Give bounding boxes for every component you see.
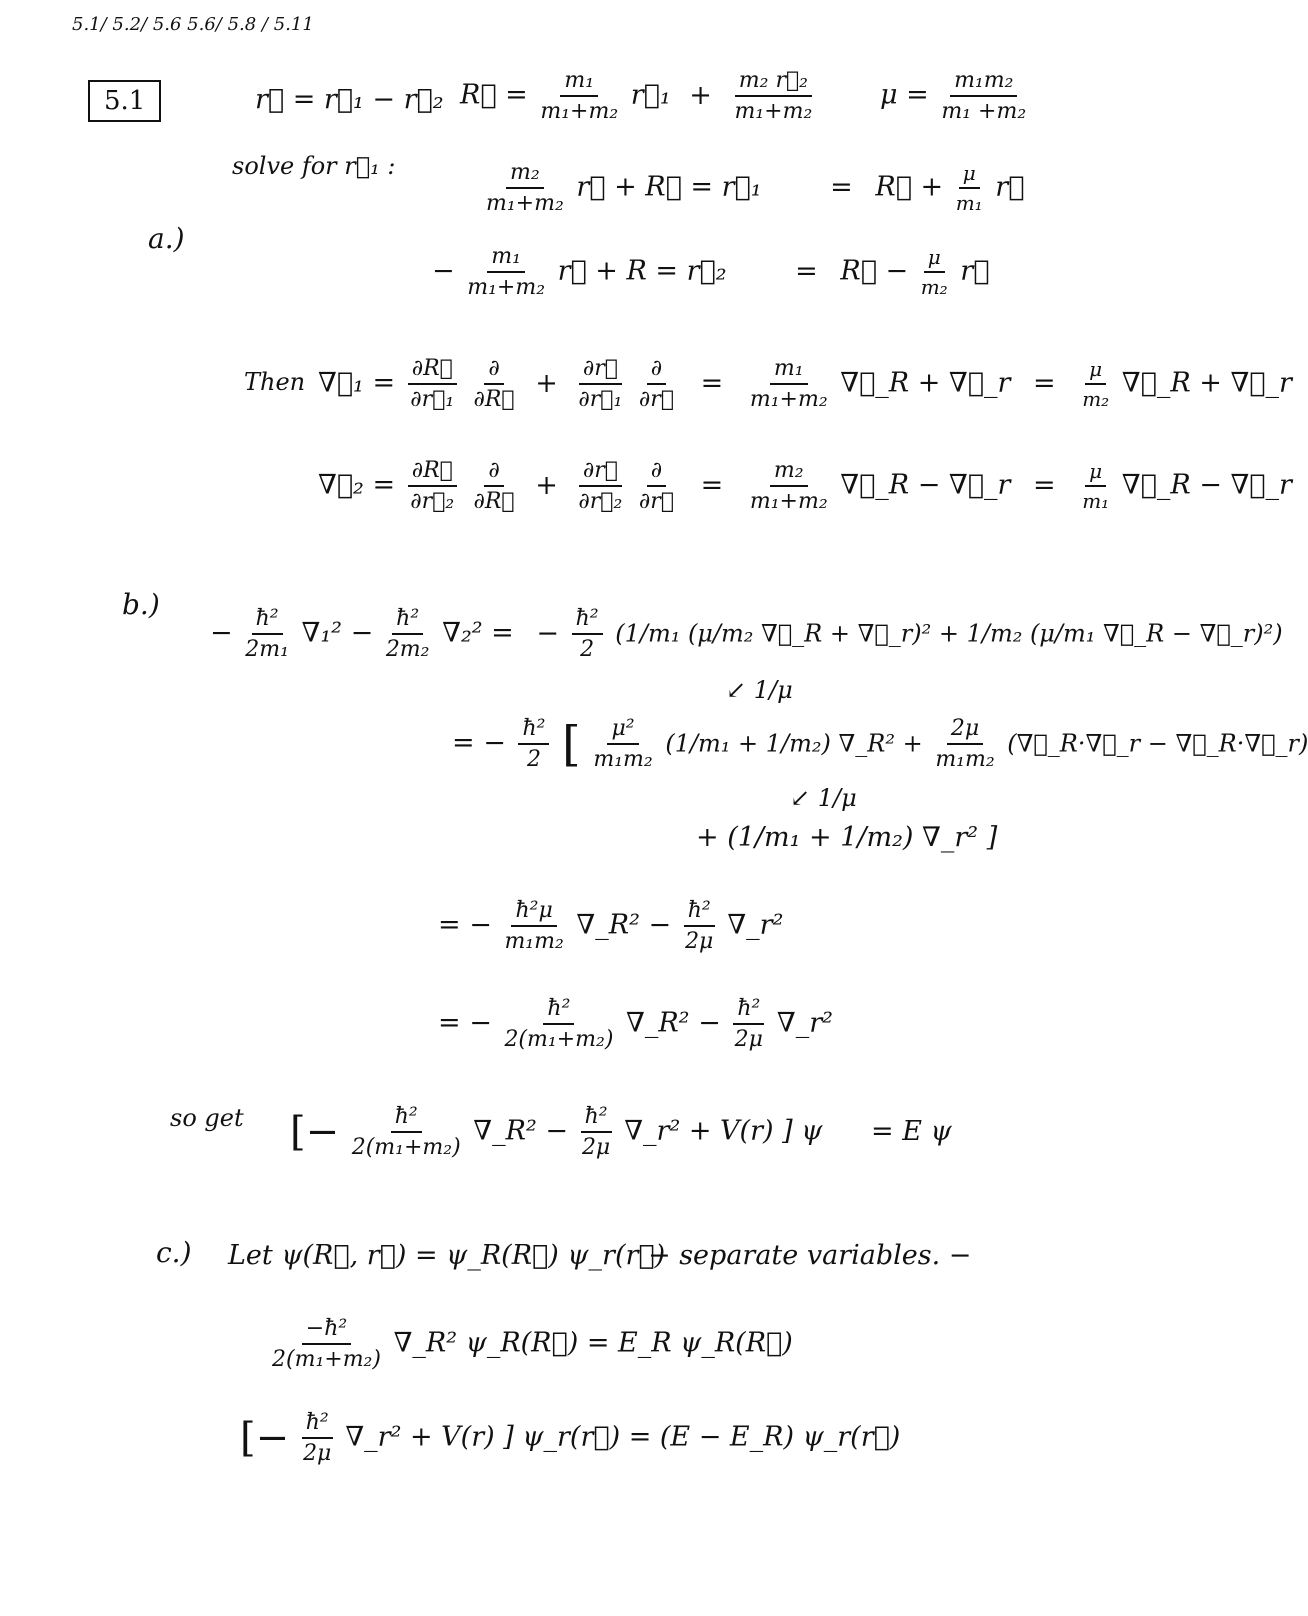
- r2-equation: − $\frac{\text{m₁}}{\text{m₁+m₂}}$ r⃗ + R = r⃗₂ = R⃗ − $\frac{\mu}{\text{m₂}}$ r⃗: [432, 244, 990, 300]
- part-c-label: c.): [156, 1236, 192, 1269]
- schrodinger-equation: [− $\frac{\text{ħ²}}{\text{2(m₁+m₂)}}$ ∇_R² − $\frac{\text{ħ²}}{2\mu}$ ∇_r² + V(r) ] ψ = E ψ: [290, 1104, 952, 1160]
- solve-for-text: solve for r⃗₁ :: [232, 152, 396, 180]
- mu-definition: [880, 68, 1030, 124]
- nabla1-equation: ∇⃗₁ = $\frac{\partial R⃗}{\text{∂r⃗₁}}$ $\frac{\partial}{\partial R⃗}$ + $\frac{\partial r⃗}{\text{∂r⃗₁}}$ $\frac{\partial}{\partial r⃗}$ = $\frac{\text{m₁}}{\text{m₁+m₂}}$ ∇⃗_R + ∇⃗_r = $\frac{\mu}{\text{m₂}}$ ∇⃗_R + ∇⃗_r: [318, 356, 1292, 412]
- center-of-mass-equation: $\frac{\text{−ħ²}}{\text{2(m₁+m₂)}}$ ∇_R² ψ_R(R⃗) = E_R ψ_R(R⃗): [272, 1316, 793, 1372]
- part-b-label: b.): [122, 588, 160, 621]
- R-lhs: R⃗ =: [460, 79, 528, 111]
- plus-sign: +: [689, 79, 712, 111]
- kinetic-line-2: = − $\frac{\text{ħ²}}{2}$ [ $\frac{\text{μ²}}{\text{m₁m₂}}$ (1/m₁ + 1/m₂) ∇_R² + $\frac{2\mu}{\text{m₁m₂}}$ (∇⃗_R·∇⃗_r − ∇⃗_R·∇⃗_r): [452, 716, 1308, 772]
- problem-references: 5.1/ 5.2/ 5.6 5.6/ 5.8 / 5.11: [72, 14, 314, 35]
- R-term1-fraction: $\frac{\text{m₁}}{\text{m₁+m₂}}$: [540, 68, 619, 124]
- R-term1-var: r⃗₁: [630, 79, 671, 111]
- nabla2-equation: ∇⃗₂ = $\frac{\partial R⃗}{\text{∂r⃗₂}}$ $\frac{\partial}{\partial R⃗}$ + $\frac{\partial r⃗}{\text{∂r⃗₂}}$ $\frac{\partial}{\partial r⃗}$ = $\frac{\text{m₂}}{\text{m₁+m₂}}$ ∇⃗_R − ∇⃗_r = $\frac{\mu}{\text{m₁}}$ ∇⃗_R − ∇⃗_r: [318, 458, 1292, 514]
- so-get-text: so get: [170, 1104, 244, 1132]
- mu-lhs: μ =: [880, 79, 929, 111]
- mu-fraction: $\frac{\text{m₁m₂}}{\text{m₁ +m₂}}$: [941, 68, 1027, 124]
- relative-motion-equation: [− $\frac{\text{ħ²}}{2\mu}$ ∇_r² + V(r) ] ψ_r(r⃗) = (E − E_R) ψ_r(r⃗): [240, 1410, 901, 1466]
- annotation-1-over-mu-a: ↙ 1/μ: [726, 676, 793, 704]
- r1-equation: $\frac{\text{m₂}}{\text{m₁+m₂}}$ r⃗ + R⃗ = r⃗₁ = R⃗ + $\frac{\mu}{\text{m₁}}$ r⃗: [486, 160, 1025, 216]
- separate-variables-note: − separate variables. −: [648, 1240, 972, 1271]
- r-definition: r⃗ = r⃗₁ − r⃗₂: [255, 84, 444, 115]
- then-text: Then: [244, 368, 306, 396]
- annotation-1-over-mu-b: ↙ 1/μ: [790, 784, 857, 812]
- R-term2-fraction: $\frac{\text{m₂ r⃗₂}}{\text{m₁+m₂}}$: [734, 68, 813, 124]
- R-definition: [460, 68, 816, 124]
- kinetic-line-5: = − $\frac{\text{ħ²}}{\text{2(m₁+m₂)}}$ ∇_R² − $\frac{\text{ħ²}}{2\mu}$ ∇_r²: [438, 996, 833, 1052]
- separation-ansatz: Let ψ(R⃗, r⃗) = ψ_R(R⃗) ψ_r(r⃗): [228, 1240, 666, 1271]
- kinetic-line-4: = − $\frac{\text{ħ²μ}}{\text{m₁m₂}}$ ∇_R² − $\frac{\text{ħ²}}{2\mu}$ ∇_r²: [438, 898, 784, 954]
- problem-number: 5.1: [104, 86, 146, 116]
- part-a-label: a.): [148, 222, 185, 255]
- kinetic-line-1: − $\frac{\text{ħ²}}{\text{2m₁}}$ ∇₁² − $\frac{\text{ħ²}}{\text{2m₂}}$ ∇₂² = − $\frac{\text{ħ²}}{2}$ (1/m₁ (μ/m₂ ∇⃗_R + ∇⃗_r)² + 1/m₂ (μ/m₁ ∇⃗_R − ∇⃗_r)²): [210, 606, 1283, 662]
- problem-number-box: [88, 80, 161, 122]
- kinetic-line-3: + (1/m₁ + 1/m₂) ∇_r² ]: [696, 822, 998, 853]
